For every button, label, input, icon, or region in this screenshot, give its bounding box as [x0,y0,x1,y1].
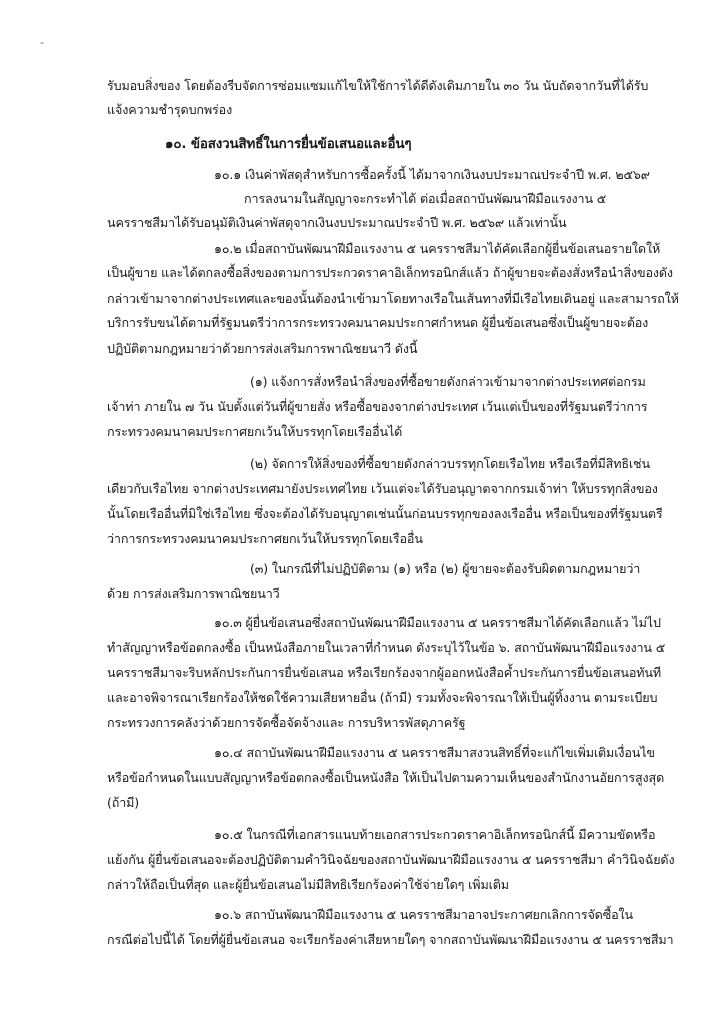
text-line: ๑๐.๖ สถาบันพัฒนาฝีมือแรงงาน ๕ นครราชสีมาอาจประกาศยกเลิกการจัดซื้อใน [214,907,633,922]
text-line: ๑๐.๓ ผู้ยื่นข้อเสนอซึ่งสถาบันพัฒนาฝีมือแรงงาน ๕ นครราชสีมาได้คัดเลือกแล้ว ไม่ไป [214,615,661,630]
text-line: ๑๐.๔ สถาบันพัฒนาฝีมือแรงงาน ๕ นครราชสีมาสงวนสิทธิ์ที่จะแก้ไขเพิ่มเติมเงื่อนไข [214,745,655,760]
text-line: นครราชสีมาได้รับอนุมัติเงินค่าพัสดุจากเงินงบประมาณประจำปี พ.ศ. ๒๕๖๙ แล้วเท่านั้น [107,215,567,230]
text-line: กรณีต่อไปนี้ได้ โดยที่ผู้ยื่นข้อเสนอ จะเรียกร้องค่าเสียหายใดๆ จากสถาบันพัฒนาฝีมือแรงงาน ๕ นครราชสีมา [107,932,674,947]
text-line: การลงนามในสัญญาจะกระทำได้ ต่อเมื่อสถาบันพัฒนาฝีมือแรงงาน ๕ [244,191,607,206]
text-line: กระทรวงคมนาคมประกาศยกเว้นให้บรรทุกโดยเรืออื่นได้ [107,424,403,439]
text-line: ว่าการกระทรวงคมนาคมประกาศยกเว้นให้บรรทุกโดยเรืออื่น [107,531,423,546]
section-heading: ๑๐. ข้อสงวนสิทธิ์ในการยื่นข้อเสนอและอื่นๆ [165,137,412,152]
text-line: (ถ้ามี) [107,795,140,810]
text-line: กระทรวงการคลังว่าด้วยการจัดซื้อจัดจ้างและ การบริหารพัสดุภาครัฐ [107,715,466,730]
text-line: บริการรับขนได้ตามที่รัฐมนตรีว่าการกระทรวงคมนาคมประกาศกำหนด ผู้ยื่นข้อเสนอซึ่งเป็นผู้ขายจะต้อง [107,315,649,330]
text-line: นครราชสีมาจะริบหลักประกันการยื่นข้อเสนอ หรือเรียกร้องจากผู้ออกหนังสือค้ำประกันการยื่นข้อเสนอทันที [107,665,662,680]
text-line: ๑๐.๕ ในกรณีที่เอกสารแนบท้ายเอกสารประกวดราคาอิเล็กทรอนิกส์นี้ มีความขัดหรือ [214,827,656,842]
text-line: เดียวกับเรือไทย จากต่างประเทศมายังประเทศไทย เว้นแต่จะได้รับอนุญาตจากกรมเจ้าท่า ให้บรรทุกสิ่งของ [107,481,658,496]
text-line: แย้งกัน ผู้ยื่นข้อเสนอจะต้องปฏิบัติตามคำวินิจฉัยของสถาบันพัฒนาฝีมือแรงงาน ๕ นครราชสีมา คำวินิจฉัยดัง [107,852,675,867]
text-line: รับมอบสิ่งของ โดยต้องรีบจัดการซ่อมแซมแก้ไขให้ใช้การได้ดีดังเดิมภายใน ๓๐ วัน นับถัดจากวันที่ได้รับ [107,78,649,93]
text-line: (๑) แจ้งการสั่งหรือนำสิ่งของที่ซื้อขายดังกล่าวเข้ามาจากต่างประเทศต่อกรม [250,374,646,389]
text-line: นั้นโดยเรืออื่นที่มิใช่เรือไทย ซึ่งจะต้องได้รับอนุญาตเช่นนั้นก่อนบรรทุกของลงเรืออื่น หรือเป็นของที่รัฐมนตรี [107,506,663,521]
text-line: กล่าวให้ถือเป็นที่สุด และผู้ยื่นข้อเสนอไม่มีสิทธิเรียกร้องค่าใช้จ่ายใดๆ เพิ่มเติม [107,877,509,892]
text-line: ด้วย การส่งเสริมการพาณิชยนาวี [107,586,280,601]
text-line: เป็นผู้ขาย และได้ตกลงซื้อสิ่งของตามการประกวดราคาอิเล็กทรอนิกส์แล้ว ถ้าผู้ขายจะต้องสั่งหรือนำสิ่งของดัง [107,265,673,280]
corner-mark: - [40,36,44,49]
text-line: เจ้าท่า ภายใน ๗ วัน นับตั้งแต่วันที่ผู้ขายสั่ง หรือซื้อของจากต่างประเทศ เว้นแต่เป็นของที่รัฐมนตรีว่าการ [107,399,648,414]
text-line: แจ้งความชำรุดบกพร่อง [107,102,233,117]
text-line: ๑๐.๑ เงินค่าพัสดุสำหรับการซื้อครั้งนี้ ได้มาจากเงินงบประมาณประจำปี พ.ศ. ๒๕๖๙ [214,167,650,182]
text-line: ๑๐.๒ เมื่อสถาบันพัฒนาฝีมือแรงงาน ๕ นครราชสีมาได้คัดเลือกผู้ยื่นข้อเสนอรายใดให้ [214,241,661,256]
text-line: และอาจพิจารณาเรียกร้องให้ชดใช้ความเสียหายอื่น (ถ้ามี) รวมทั้งจะพิจารณาให้เป็นผู้ทิ้งงาน ตามระเบียบ [107,690,658,705]
text-line: (๒) จัดการให้สิ่งของที่ซื้อขายดังกล่าวบรรทุกโดยเรือไทย หรือเรือที่มีสิทธิเช่น [250,456,650,471]
text-line: ทำสัญญาหรือข้อตกลงซื้อ เป็นหนังสือภายในเวลาที่กำหนด ดังระบุไว้ในข้อ ๖. สถาบันพัฒนาฝีมือแรงงาน ๕ [107,640,666,655]
text-line: (๓) ในกรณีที่ไม่ปฏิบัติตาม (๑) หรือ (๒) ผู้ขายจะต้องรับผิดตามกฎหมายว่า [250,561,641,576]
text-line: หรือข้อกำหนดในแบบสัญญาหรือข้อตกลงซื้อเป็นหนังสือ ให้เป็นไปตามความเห็นของสำนักงานอัยการสูงสุด [107,770,665,785]
text-line: ปฏิบัติตามกฎหมายว่าด้วยการส่งเสริมการพาณิชยนาวี ดังนี้ [107,341,418,356]
text-line: กล่าวเข้ามาจากต่างประเทศและของนั้นต้องนำเข้ามาโดยทางเรือในเส้นทางที่มีเรือไทยเดินอยู่ และสามารถให้ [107,291,679,306]
